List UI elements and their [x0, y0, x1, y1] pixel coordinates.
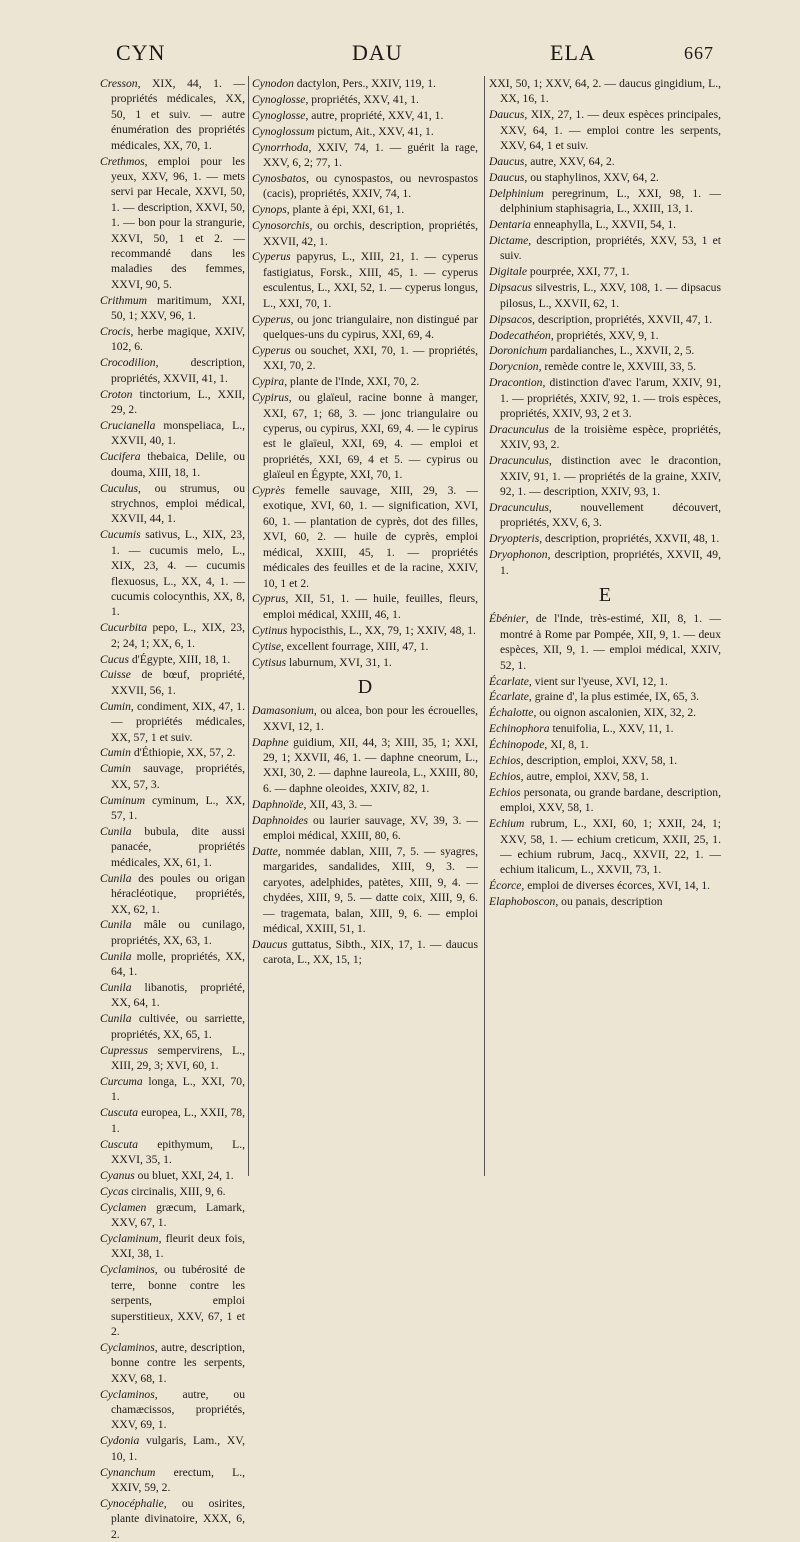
entry-headword: Cynoglosse: [252, 108, 306, 122]
entry-references: hypocisthis, L., XX, 79, 1; XXIV, 48, 1.: [287, 623, 476, 637]
entry-headword: Cyperus: [252, 312, 291, 326]
entry-headword: Cuculus: [100, 481, 139, 495]
entry-headword: Cunila: [100, 871, 132, 885]
column-divider: [248, 76, 249, 1176]
index-entry: [252, 312, 478, 343]
entry-headword: Dryophonon: [489, 548, 548, 562]
entry-headword: Cyclaminos: [100, 1340, 155, 1354]
index-entry: [252, 124, 478, 139]
entry-references: , fleurit deux fois, XXI, 38, 1.: [111, 1232, 245, 1261]
entry-headword: Cumin: [100, 746, 131, 760]
entry-references: , condiment, XIX, 47, 1. — propriétés médicales, XX, 57, 1 et suiv.: [111, 699, 245, 744]
entry-references: sempervirens, L., XIII, 29, 3; XVI, 60, 1.: [111, 1043, 245, 1073]
entry-references: , distinction avec le dracontion, XXIV, 91, 1. — propriétés de la graine, XXIV, 92, 1. — description, XXIV, 93, 1.: [500, 454, 721, 499]
index-entry: [100, 871, 245, 917]
index-entry: [252, 343, 478, 374]
entry-references: , XIX, 27, 1. — deux espèces principales, XXV, 64, 1. — emploi contre les serpents, XXV, 64, 1 et suiv.: [500, 108, 721, 153]
entry-references: circinalis, XIII, 9, 6.: [128, 1184, 226, 1198]
index-entry: [252, 140, 478, 171]
entry-references: enneaphylla, L., XXVII, 54, 1.: [530, 218, 677, 232]
index-entry: [252, 655, 478, 670]
index-entry: [100, 1043, 245, 1074]
entry-headword: Dentaria: [489, 218, 531, 232]
entry-references: pardalianches, L., XXVII, 2, 5.: [547, 344, 695, 358]
index-entry: [489, 785, 721, 816]
index-entry: [100, 76, 245, 153]
entry-headword: Cynodon: [252, 77, 294, 90]
index-entry: [252, 937, 478, 968]
entry-references: græcum, Lamark, XXV, 67, 1.: [111, 1200, 245, 1230]
entry-references: , vient sur l'yeuse, XVI, 12, 1.: [528, 674, 668, 688]
entry-headword: Datte: [252, 845, 278, 858]
running-header: [100, 40, 720, 70]
index-entry: [252, 108, 478, 123]
entry-headword: Cypira: [252, 375, 285, 389]
index-entry: [100, 1011, 245, 1042]
entry-references: , description, propriétés, XXVII, 41, 1.: [111, 356, 245, 385]
index-entry: [489, 107, 721, 153]
entry-headword: Cunila: [100, 825, 132, 838]
entry-headword: Cyperus: [252, 343, 291, 357]
index-entry: [489, 500, 721, 531]
entry-references: europea, L., XXII, 78, 1.: [111, 1106, 245, 1135]
index-entry: [489, 233, 721, 264]
index-entry: [100, 481, 245, 527]
entry-references: sauvage, propriétés, XX, 57, 3.: [111, 762, 245, 791]
index-entry: [100, 1168, 245, 1183]
entry-headword: Échalotte: [489, 706, 534, 720]
entry-references: , description, propriétés, XXV, 53, 1 et suiv.: [500, 234, 721, 263]
entry-headword: Cyclaminos: [100, 1263, 155, 1277]
entry-references: , XII, 51, 1. — huile, feuilles, fleurs, emploi médical, XXIII, 46, 1.: [263, 592, 478, 621]
entry-references: dactylon, Pers., XXIV, 119, 1.: [293, 77, 436, 90]
entry-headword: Dictame: [489, 234, 529, 248]
index-entry: [489, 753, 721, 768]
entry-references: , graine d', la plus estimée, IX, 65, 3.: [528, 690, 700, 704]
index-entry: [100, 1340, 245, 1386]
entry-references: ou laurier sauvage, XV, 39, 3. — emploi médical, XXIII, 80, 6.: [263, 813, 478, 843]
entry-references: pourprée, XXI, 77, 1.: [527, 265, 630, 279]
entry-headword: Cunila: [100, 1012, 132, 1026]
index-entry: [100, 1465, 245, 1496]
index-entry: [489, 611, 721, 673]
entry-headword: Dracunculus: [489, 422, 549, 436]
index-entry: [489, 547, 721, 578]
entry-references: laburnum, XVI, 31, 1.: [286, 655, 392, 669]
entry-headword: Doronichum: [489, 344, 548, 358]
entry-headword: Daucus: [489, 108, 525, 122]
index-column-1: [100, 76, 245, 1541]
entry-headword: Cyanus: [100, 1168, 135, 1182]
index-entry: [489, 453, 721, 499]
index-entry: [100, 667, 245, 698]
index-entry: [100, 1200, 245, 1231]
entry-headword: Cupressus: [100, 1043, 148, 1057]
entry-headword: Cunila: [100, 981, 132, 995]
entry-references: libanotis, propriété, XX, 64, 1.: [111, 981, 245, 1010]
entry-headword: Dipsacus: [489, 281, 533, 295]
entry-references: , XI, 8, 1.: [544, 738, 589, 752]
index-entry: [489, 217, 721, 232]
entry-references: , ou osirites, plante divinatoire, XXX, 6, 2.: [111, 1496, 245, 1541]
index-entry: [100, 293, 245, 324]
entry-references: de bœuf, propriété, XXVII, 56, 1.: [111, 668, 245, 697]
index-entry: [252, 92, 478, 107]
entry-references: , emploi de diverses écorces, XVI, 14, 1.: [521, 879, 711, 893]
entry-headword: Cynorrhoda: [252, 140, 309, 154]
index-entry: [489, 359, 721, 374]
index-entry: [489, 705, 721, 720]
entry-headword: Daphnoïde: [252, 797, 304, 811]
entry-references: cultivée, ou sarriette, propriétés, XX, 65, 1.: [111, 1012, 245, 1041]
entry-headword: Cytise: [252, 639, 281, 653]
entry-references: monspeliaca, L., XXVII, 40, 1.: [111, 418, 245, 448]
entry-references: , ou tubérosité de terre, bonne contre les serpents, emploi superstitieux, XXV, 67, 1 et 2.: [111, 1263, 245, 1338]
header-left-guide-word: CYN: [116, 40, 166, 65]
index-entry: [100, 761, 245, 792]
entry-references: vulgaris, Lam., XV, 10, 1.: [111, 1434, 245, 1463]
entry-references: tinctorium, L., XXII, 29, 2.: [111, 387, 245, 417]
entry-references: rubrum, L., XXI, 60, 1; XXII, 24, 1; XXV, 58, 1. — echium creticum, XXII, 25, 1. — echium rubrum, Jacq., XXVII, 22, 1. — echium italicum, L., XXVII, 73, 1.: [500, 817, 721, 877]
entry-headword: Echinophora: [489, 722, 550, 736]
entry-references: , ou jonc triangulaire, non distingué par quelques-uns du cypirus, XXI, 69, 4.: [263, 312, 478, 341]
index-entry: [252, 374, 478, 389]
entry-headword: Echios: [489, 754, 521, 768]
entry-headword: Écarlate: [489, 690, 529, 704]
index-entry: [489, 894, 721, 909]
entry-headword: Cyclaminum: [100, 1232, 159, 1246]
entry-headword: Cumin: [100, 762, 131, 776]
entry-references: , remède contre le, XXVIII, 33, 5.: [538, 360, 697, 374]
entry-headword: Cynocéphalie: [100, 1496, 164, 1510]
index-entry: [252, 390, 478, 482]
entry-references: , autre, propriété, XXV, 41, 1.: [305, 108, 444, 122]
index-entry: [100, 355, 245, 386]
entry-headword: Crocis: [100, 325, 131, 338]
entry-headword: Cydonia: [100, 1434, 140, 1448]
entry-headword: Crucianella: [100, 418, 156, 432]
entry-headword: Cucifera: [100, 450, 141, 464]
entry-references: personata, ou grande bardane, description, emploi, XXV, 58, 1.: [500, 785, 721, 815]
entry-headword: Cunila: [100, 949, 132, 963]
index-entry: [100, 949, 245, 980]
entry-headword: Crocodilion: [100, 356, 156, 370]
entry-references: papyrus, L., XIII, 21, 1. — cyperus fastigiatus, Forsk., XIII, 45, 1. — cyperus esculentus, L., XXI, 52, 1. — cyperus longus, L., XXI, 70, 1.: [263, 250, 478, 310]
entry-references: ou bluet, XXI, 24, 1.: [134, 1168, 234, 1182]
entry-headword: Cyclaminos: [100, 1387, 155, 1401]
entry-references: sativus, L., XIX, 23, 1. — cucumis melo, L., XIX, 23, 4. — cucumis flexuosus, L., XX, 4, 1. — cucumis colocynthis, XX, 8, 1.: [111, 528, 245, 619]
entry-headword: Echium: [489, 817, 525, 831]
entry-references: XXI, 50, 1; XXV, 64, 2. — daucus gingidium, L., XX, 16, 1.: [489, 77, 721, 106]
entry-headword: Dracunculus: [489, 500, 549, 514]
entry-headword: Écarlate: [489, 674, 529, 688]
index-entry: [100, 1433, 245, 1464]
entry-headword: Elaphoboscon: [489, 895, 556, 909]
entry-references: tenuifolia, L., XXV, 11, 1.: [549, 722, 674, 736]
entry-references: , description, propriétés, XXVII, 48, 1.: [539, 532, 720, 546]
entry-headword: Cuscuta: [100, 1106, 139, 1120]
entry-references: , ou cynospastos, ou nevrospastos (cacis), propriétés, XXIV, 74, 1.: [263, 171, 478, 201]
entry-references: , ou oignon ascalonien, XIX, 32, 2.: [533, 706, 697, 720]
entry-references: mâle ou cunilago, propriétés, XX, 63, 1.: [111, 918, 245, 947]
entry-headword: Echios: [489, 785, 521, 799]
entry-headword: Cucumis: [100, 528, 141, 542]
entry-headword: Cumin: [100, 699, 131, 713]
entry-headword: Dracunculus: [489, 454, 549, 468]
index-entry: [489, 721, 721, 736]
entry-references: erectum, L., XXIV, 59, 2.: [111, 1465, 245, 1495]
entry-headword: Cynops: [252, 203, 287, 217]
entry-references: , XII, 43, 3. —: [303, 797, 372, 811]
entry-references: , ou staphylinos, XXV, 64, 2.: [524, 170, 659, 184]
entry-headword: Delphinium: [489, 186, 544, 200]
entry-references: , plante de l'Inde, XXI, 70, 2.: [284, 375, 420, 389]
entry-references: , autre, XXV, 64, 2.: [524, 155, 615, 169]
entry-references: d'Égypte, XIII, 18, 1.: [128, 652, 231, 666]
entry-headword: Dipsacos: [489, 312, 533, 326]
index-entry: [100, 324, 245, 355]
entry-headword: Crithmum: [100, 293, 148, 307]
index-entry: [252, 639, 478, 654]
index-entry: [100, 527, 245, 619]
index-entry: [100, 824, 245, 870]
entry-references: , plante à épi, XXI, 61, 1.: [286, 203, 405, 217]
entry-headword: Cresson: [100, 77, 138, 90]
entry-references: , herbe magique, XXIV, 102, 6.: [111, 325, 245, 354]
index-entry: [489, 186, 721, 217]
entry-headword: Cyclamen: [100, 1200, 147, 1214]
entry-headword: Curcuma: [100, 1075, 143, 1088]
entry-references: , description, propriétés, XXVII, 47, 1.: [532, 312, 713, 326]
entry-references: , autre, emploi, XXV, 58, 1.: [520, 769, 649, 783]
entry-headword: Cyprus: [252, 592, 286, 606]
entry-references: peregrinum, L., XXI, 98, 1. — delphinium staphisagria, L., XXIII, 13, 1.: [500, 186, 721, 216]
entry-references: , emploi pour les yeux, XXV, 96, 1. — mets servi par Hecale, XXVI, 50, 1. — description, XXVI, 50, 1. — bon pour la strangurie, XXVI, 50, 1 et 2. — recommandé dans les maladies des femmes, XXVI, 90, 5.: [111, 154, 245, 291]
index-entry: [252, 735, 478, 797]
index-entry: [252, 171, 478, 202]
entry-headword: Échinopode: [489, 738, 545, 752]
entry-headword: Cycas: [100, 1184, 129, 1198]
entry-headword: Dodecathéon: [489, 328, 551, 342]
index-entry: [252, 218, 478, 249]
index-entry: [100, 449, 245, 480]
index-entry: [252, 76, 478, 91]
entry-references: cyminum, L., XX, 57, 1.: [111, 793, 245, 823]
entry-references: d'Éthiopie, XX, 57, 2.: [130, 746, 236, 760]
index-entry: [100, 917, 245, 948]
index-entry: [252, 703, 478, 734]
entry-headword: Cytisus: [252, 655, 287, 669]
index-entry: [489, 76, 721, 107]
index-entry: [100, 1496, 245, 1542]
entry-headword: Cunila: [100, 918, 132, 932]
header-right-guide-word: ELA: [550, 40, 596, 65]
entry-references: , ou alcea, bon pour les écrouelles, XXVI, 12, 1.: [263, 704, 478, 733]
index-entry: [489, 170, 721, 185]
column-divider: [484, 76, 485, 1176]
entry-references: , XXIV, 74, 1. — guérit la rage, XXV, 6, 2; 77, 1.: [263, 140, 478, 170]
index-entry: [489, 737, 721, 752]
entry-references: , description, emploi, XXV, 58, 1.: [520, 754, 678, 768]
entry-references: guidium, XII, 44, 3; XIII, 35, 1; XXI, 29, 1; XXVII, 46, 1. — daphne cneorum, L., XXI, 30, 2. — daphne laureola, L., XXIII, 80, 6. — daphne oleoides, XXIV, 82, 1.: [263, 735, 478, 795]
index-entry: [489, 375, 721, 421]
entry-references: thebaica, Delile, ou douma, XIII, 18, 1.: [111, 450, 245, 479]
entry-headword: Cucus: [100, 652, 129, 666]
index-entry: [489, 154, 721, 169]
index-entry: [252, 813, 478, 844]
entry-references: longa, L., XXI, 70, 1.: [111, 1075, 245, 1104]
entry-headword: Daucus: [489, 155, 525, 169]
index-entry: [489, 343, 721, 358]
index-entry: [100, 1387, 245, 1433]
index-entry: [252, 797, 478, 812]
entry-headword: Crethmos: [100, 154, 145, 168]
entry-headword: Cynanchum: [100, 1465, 156, 1479]
index-entry: [100, 652, 245, 667]
index-entry: [489, 328, 721, 343]
entry-references: guttatus, Sibth., XIX, 17, 1. — daucus carota, L., XX, 15, 1;: [263, 937, 478, 967]
index-entry: [100, 699, 245, 745]
entry-references: pepo, L., XIX, 23, 2; 24, 1; XX, 6, 1.: [111, 621, 245, 650]
entry-headword: Cuscuta: [100, 1137, 139, 1151]
entry-headword: Ébénier: [489, 612, 526, 626]
index-entry: [489, 280, 721, 311]
entry-headword: Cypirus: [252, 391, 289, 405]
index-entry: [100, 1137, 245, 1168]
entry-references: , excellent fourrage, XIII, 47, 1.: [280, 639, 429, 653]
entry-references: molle, propriétés, XX, 64, 1.: [111, 949, 245, 979]
entry-headword: Daphnoides: [252, 813, 309, 827]
entry-headword: Daucus: [252, 937, 288, 951]
entry-headword: Cynosbatos: [252, 171, 307, 185]
index-entry: [489, 816, 721, 878]
index-entry: [100, 154, 245, 293]
entry-references: , autre, ou chamæcissos, propriétés, XXV, 69, 1.: [111, 1387, 245, 1432]
entry-headword: Damasonium: [252, 704, 314, 718]
index-entry: [252, 844, 478, 936]
entry-headword: Cyperus: [252, 250, 291, 264]
index-entry: [489, 689, 721, 704]
entry-headword: Daphne: [252, 735, 289, 749]
entry-references: , nouvellement découvert, propriétés, XXV, 6, 3.: [500, 500, 721, 530]
index-column-3: [489, 76, 721, 1176]
index-entry: [100, 418, 245, 449]
entry-references: ou souchet, XXI, 70, 1. — propriétés, XXI, 70, 2.: [263, 343, 478, 373]
index-entry: [100, 793, 245, 824]
index-column-2: [252, 76, 478, 1176]
page-number: 667: [684, 43, 714, 63]
entry-references: pictum, Ait., XXV, 41, 1.: [314, 124, 434, 138]
index-entry: [252, 202, 478, 217]
entry-references: , nommée dablan, XIII, 7, 5. — syagres, margarides, sandalides, XIII, 9, 3. — caryotes, adelphides, patètes, XIII, 9, 4. — chydées, XIII, 9, 5. — datte coix, XIII, 9, 6. — tragemata, balan, XIII, 9, 6. — emploi médical, XXIII, 51, 1.: [263, 845, 478, 936]
entry-references: , ou strumus, ou strychnos, emploi médical, XXVII, 44, 1.: [111, 481, 245, 526]
index-entry: [489, 674, 721, 689]
entry-headword: Cynoglosse: [252, 92, 306, 106]
entry-references: , de l'Inde, très-estimé, XII, 8, 1. — montré à Rome par Pompée, XII, 9, 1. — deux espèces, XII, 9, 1. — emploi médical, XXIV, 52, 1.: [500, 612, 721, 672]
index-entry: [252, 483, 478, 591]
entry-references: des poules ou origan héracléotique, propriétés, XX, 62, 1.: [111, 871, 245, 916]
entry-headword: Écorce: [489, 879, 522, 893]
entry-headword: Digitale: [489, 265, 527, 279]
entry-references: , autre, description, bonne contre les serpents, XXV, 68, 1.: [111, 1340, 245, 1385]
entry-references: epithymum, L., XXVI, 35, 1.: [111, 1137, 245, 1167]
entry-headword: Cynosorchis: [252, 219, 310, 233]
section-letter: D: [357, 675, 373, 698]
entry-references: , XIX, 44, 1. — propriétés médicales, XX, 50, 1 et suiv. — autre énumération des propriétés médicales, XX, 70, 1.: [111, 77, 245, 152]
entry-references: , distinction d'avec l'arum, XXIV, 91, 1. — propriétés, XXIV, 92, 1. — trois espèces, propriétés, XXIV, 93, 2 et 3.: [500, 376, 721, 421]
entry-headword: Cyprès: [252, 484, 285, 498]
index-entry: [100, 620, 245, 651]
entry-references: , propriétés, XXV, 9, 1.: [550, 328, 659, 342]
header-center-guide-word: DAU: [352, 40, 403, 65]
section-letter: E: [598, 584, 612, 606]
entry-references: silvestris, L., XXV, 108, 1. — dipsacus pilosus, L., XXVII, 62, 1.: [500, 281, 721, 310]
entry-references: de la troisième espèce, propriétés, XXIV, 93, 2.: [500, 422, 721, 452]
entry-references: , ou glaïeul, racine bonne à manger, XXI, 67, 1; 68, 3. — jonc triangulaire ou cyperus, ou cypirus, XXI, 69, 4. — le cypirus est le glaïeul, XXI, 69, 4. — emploi et propriétés, XXI, 69, 4 et 5. — cypirus ou glaïeul en Égypte, XXI, 70, 1.: [263, 391, 478, 482]
entry-references: femelle sauvage, XIII, 29, 3. — exotique, XVI, 60, 1. — signification, XVI, 60, 1. — plantation de cyprès, dot des filles, XVI, 60, 2. — huile de cyprès, emploi médical, XXIII, 45, 1. — propriétés médicales des feuilles et de la racine, XXIV, 10, 1 et 2.: [263, 484, 478, 590]
index-entry: [489, 264, 721, 279]
entry-references: bubula, dite aussi panacée, propriétés médicales, XX, 61, 1.: [111, 825, 245, 869]
index-entry: [100, 980, 245, 1011]
entry-headword: Cucurbita: [100, 621, 148, 635]
entry-headword: Dracontion: [489, 376, 543, 390]
entry-references: , description, propriétés, XXVII, 49, 1.: [500, 548, 721, 577]
index-entry: [489, 422, 721, 453]
index-entry: [489, 531, 721, 546]
entry-references: , ou orchis, description, propriétés, XXVII, 42, 1.: [263, 219, 478, 248]
index-entry: [100, 1262, 245, 1339]
entry-headword: Echios: [489, 769, 521, 783]
index-entry: [100, 745, 245, 760]
entry-headword: Croton: [100, 387, 133, 401]
index-entry: [252, 591, 478, 622]
entry-references: , propriétés, XXV, 41, 1.: [305, 92, 419, 106]
index-entry: [489, 769, 721, 784]
index-entry: [252, 249, 478, 311]
index-entry: [489, 878, 721, 893]
entry-headword: Cytinus: [252, 623, 288, 637]
index-entry: [100, 1184, 245, 1199]
entry-headword: Cuisse: [100, 668, 131, 682]
entry-headword: Cynoglossum: [252, 124, 315, 138]
index-entry: [100, 1105, 245, 1136]
entry-headword: Dorycnion: [489, 360, 539, 374]
entry-references: maritimum, XXI, 50, 1; XXV, 96, 1.: [111, 293, 245, 323]
entry-headword: Cuminum: [100, 793, 146, 807]
entry-headword: Daucus: [489, 170, 525, 184]
index-entry: [252, 623, 478, 638]
index-entry: [489, 312, 721, 327]
entry-headword: Dryopteris: [489, 532, 540, 546]
index-entry: [100, 1231, 245, 1262]
index-entry: [100, 387, 245, 418]
index-entry: [100, 1074, 245, 1105]
entry-references: , ou panais, description: [555, 895, 663, 909]
